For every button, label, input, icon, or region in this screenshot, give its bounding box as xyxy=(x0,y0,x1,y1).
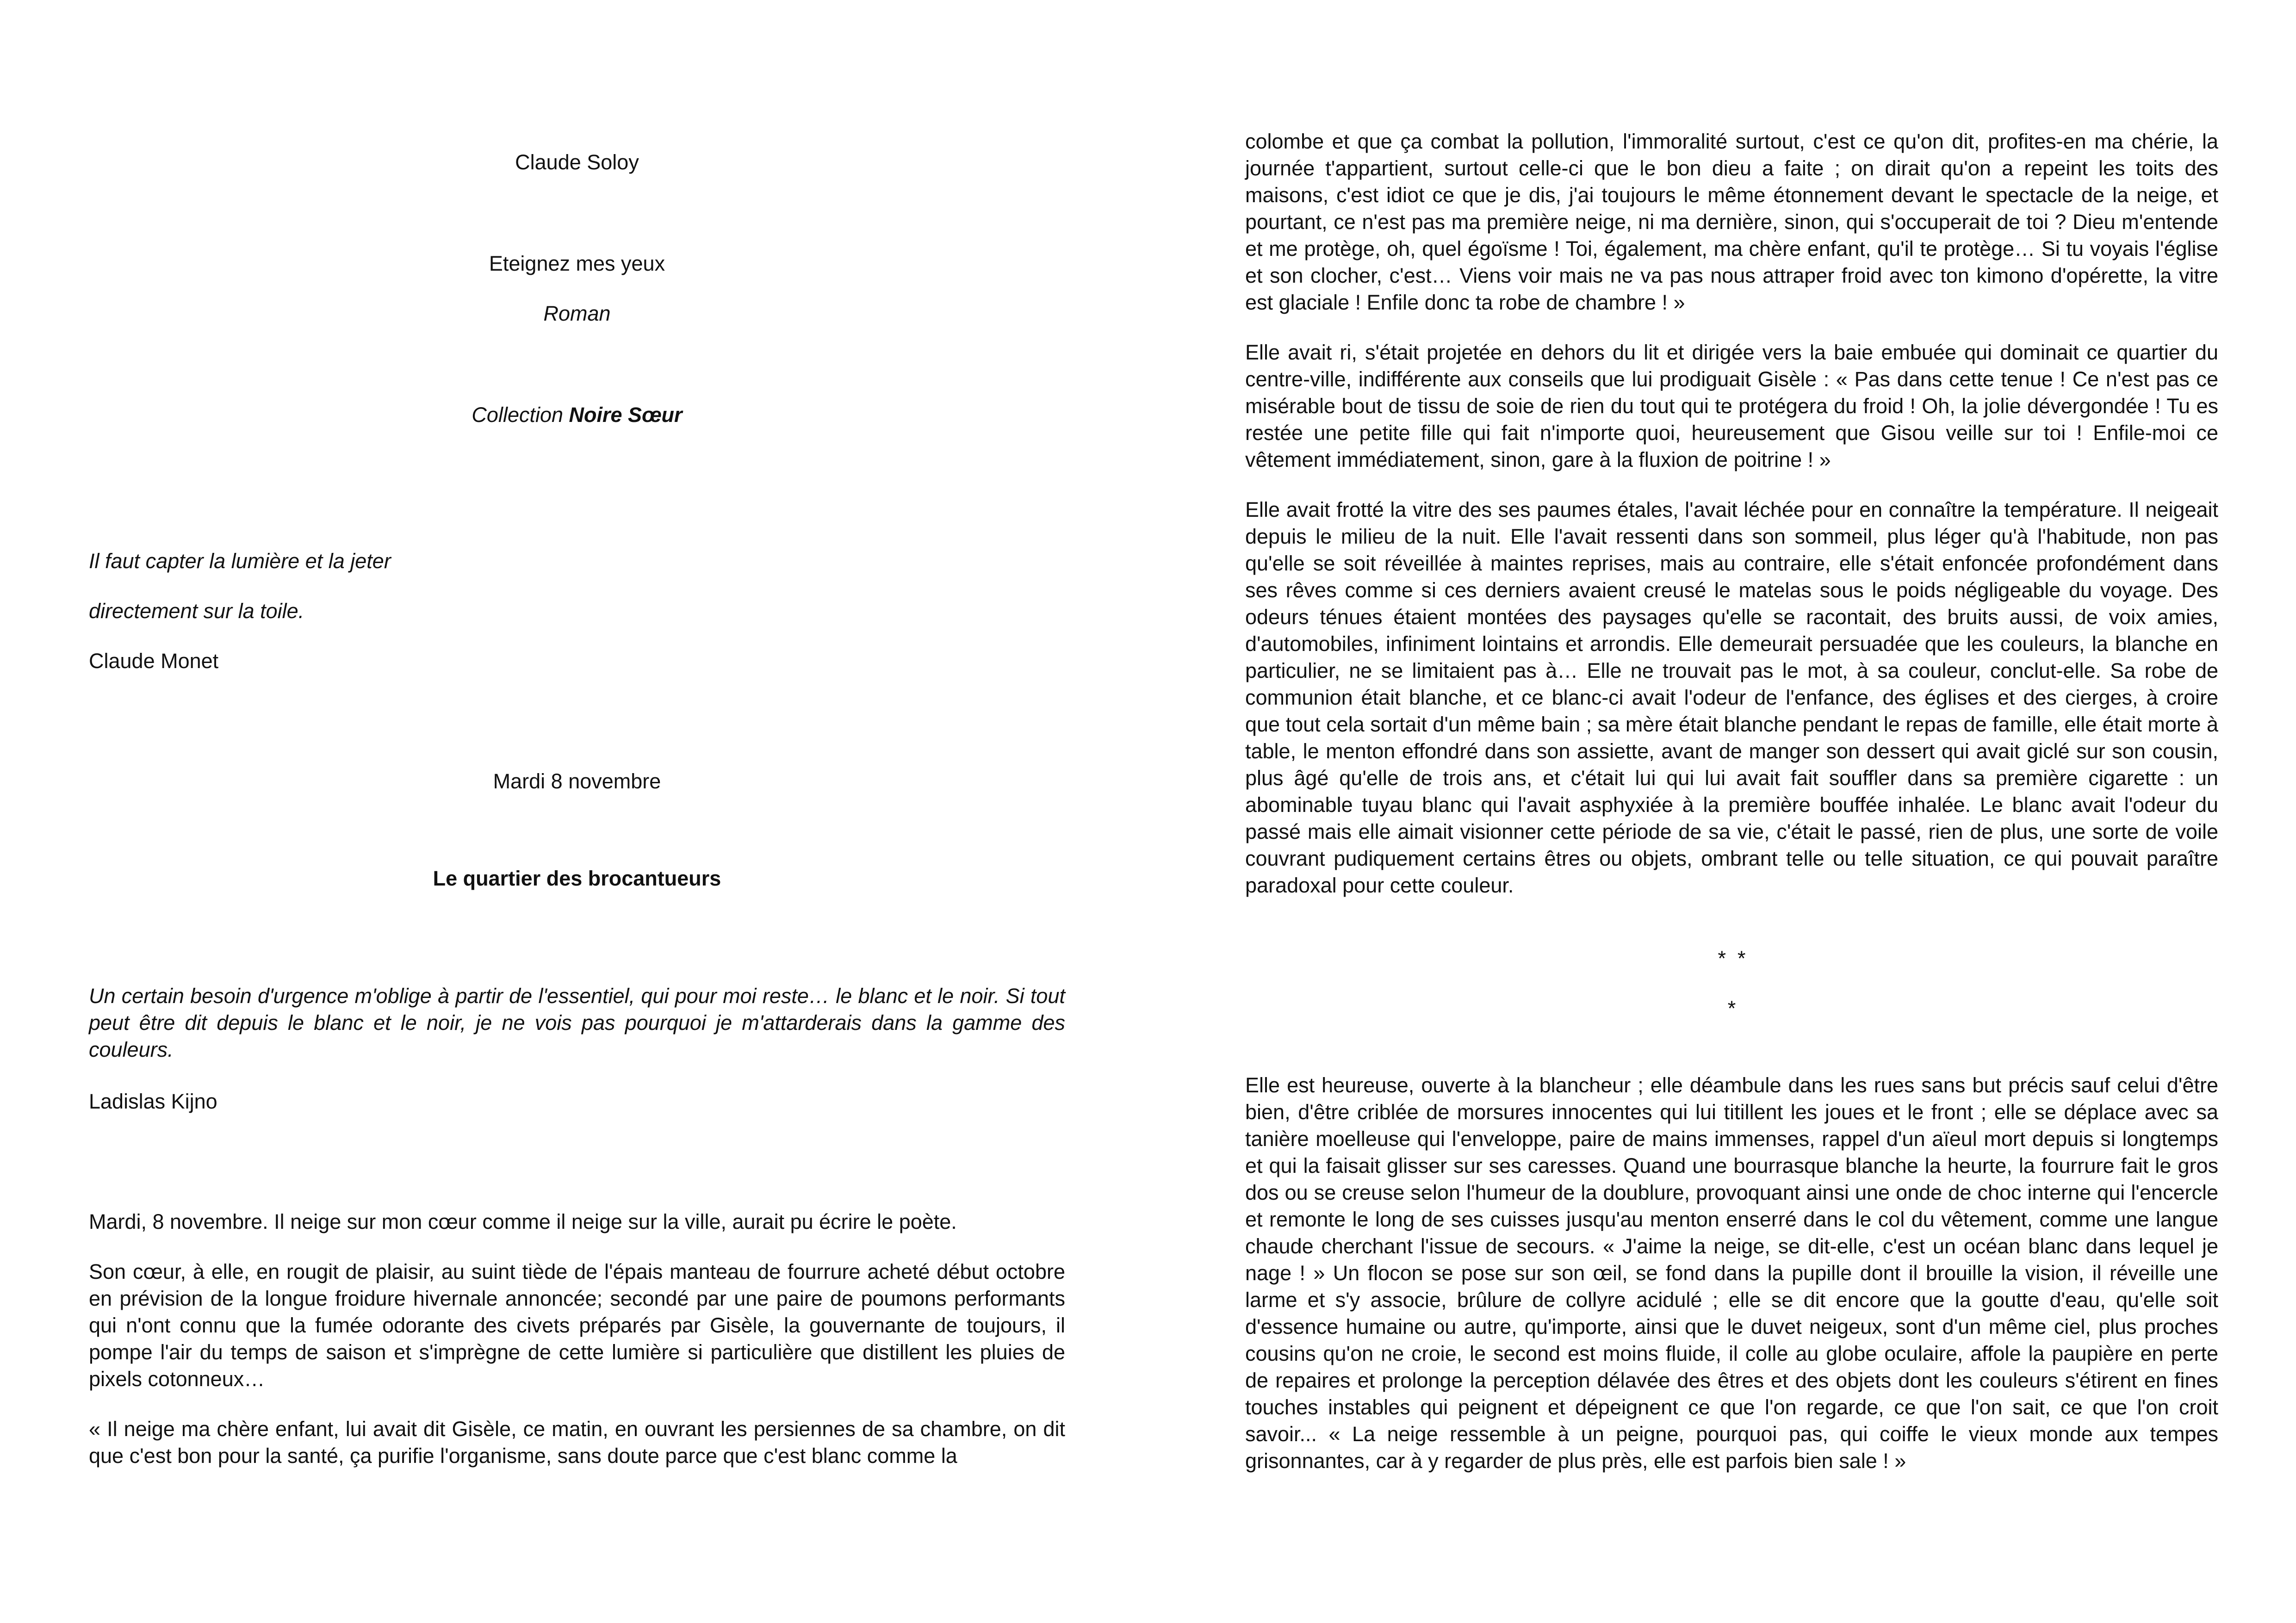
epigraph1-line1: Il faut capter la lumière et la jeter xyxy=(89,549,391,573)
epigraph1-attribution: Claude Monet xyxy=(89,649,219,673)
left-page-content xyxy=(89,0,1065,1623)
author-name: Claude Soloy xyxy=(515,150,639,174)
chapter-title: Le quartier des brocantueurs xyxy=(433,867,721,890)
epigraph2-attribution: Ladislas Kijno xyxy=(89,1090,217,1113)
left-body-text xyxy=(89,1208,1065,1469)
right-page-content xyxy=(1245,128,2218,1498)
date-heading: Mardi 8 novembre xyxy=(493,769,661,793)
right-page xyxy=(1148,0,2296,1623)
paragraph: « Il neige ma chère enfant, lui avait dit Gisèle, ce matin, en ouvrant les persiennes de sa chambre, on dit que c'est bon pour la santé, ça purifie l'organisme, sans doute parce que c'est blanc comme la xyxy=(89,1417,1065,1468)
epigraph2-text: Un certain besoin d'urgence m'oblige à partir de l'essentiel, qui pour moi reste… le blanc et le noir. Si tout peut être dit depuis le blanc et le noir, je ne vois pas pourquoi je m'attarderais dans la gamme des couleurs. xyxy=(89,984,1065,1061)
section-separator-top: * * xyxy=(1718,947,1746,970)
book-genre: Roman xyxy=(543,302,611,325)
paragraph: colombe et que ça combat la pollution, l'immoralité surtout, c'est ce qu'on dit, profites-en ma chérie, la journée t'appartient, surtout celle-ci que le bon dieu a faite ; on dirait qu'on a repeint les toits des maisons, c'est idiot ce que je dis, j'ai toujours le même étonnement devant le spectacle de la neige, et pourtant, ce n'est pas ma première neige, ni ma dernière, sinon, qui s'occuperait de toi ? Dieu m'entende et me protège, oh, quel égoïsme ! Toi, également, ma chère enfant, qu'il te protège… Si tu voyais l'église et son clocher, c'est… Viens voir mais ne va pas nous attraper froid avec ton kimono d'opérette, la vitre est glaciale ! Enfile donc ta robe de chambre ! » xyxy=(1245,130,2218,314)
collection-name: Noire Sœur xyxy=(569,403,683,427)
paragraph: Son cœur, à elle, en rougit de plaisir, au suint tiède de l'épais manteau de fourrure acheté début octobre en prévision de la longue froidure hivernale annoncée; secondé par une paire de poumons performants qui n'ont connu que la fumée odorante des civets préparés par Gisèle, la gouvernante de toujours, il pompe l'air du temps de saison et s'imprègne de cette lumière si particulière que distillent les pluies de pixels cotonneux… xyxy=(89,1260,1065,1391)
paragraph: Elle avait ri, s'était projetée en dehors du lit et dirigée vers la baie embuée qui dominait ce quartier du centre-ville, indifférente aux conseils que lui prodiguait Gisèle : « Pas dans cette tenue ! Ce n'est pas ce misérable bout de tissu de soie de rien du tout qui te protégera du froid ! Oh, la jolie dévergondée ! Tu es restée une petite fille qui fait n'importe quoi, heureusement que Gisou veille sur toi ! Enfile-moi ce vêtement immédiatement, sinon, gare à la fluxion de poitrine ! » xyxy=(1245,341,2218,471)
book-title: Eteignez mes yeux xyxy=(489,252,665,275)
collection-line xyxy=(89,402,1065,428)
paragraph: Elle est heureuse, ouverte à la blancheur ; elle déambule dans les rues sans but précis sauf celui d'être bien, d'être criblée de morsures innocentes qui lui titillent les joues et le front ; elle se déplace avec sa tanière moelleuse qui l'enveloppe, paire de mains immenses, rappel d'un aïeul mort depuis si longtemps et qui la faisait glisser sur ses caresses. Quand une bourrasque blanche la heurte, la fourrure fait le gros dos ou se creuse selon l'humeur de la doublure, provoquant ainsi une onde de choc interne qui l'encercle et remonte le long de ses cuisses jusqu'au menton enserré dans le col du vêtement, comme une langue chaude cherchant l'issue de secours. « J'aime la neige, se dit-elle, c'est un océan blanc dans lequel je nage ! » Un flocon se pose sur son œil, se fond dans la pupille dont il brouille la vision, il réveille une larme et s'y associe, brûlure de collyre acidulé ; elle se dit encore que la goutte d'eau, qu'elle soit d'essence humaine ou autre, qu'importe, ainsi que le duvet neigeux, sont d'un même ciel, plus proches cousins qu'on ne croie, le second est moins fluide, il colle au globe oculaire, affole la paupière en perte de repaires et prolonge la perception délavée des êtres et des objets dont les couleurs s'étirent en fines touches instables qui peignent et dépeignent ce que l'on regarde, ce que l'on sait, ce que l'on croit savoir... « La neige ressemble à un peigne, pourquoi pas, qui coiffe le vieux monde aux tempes grisonnantes, car à y regarder de plus près, elle est parfois bien sale ! » xyxy=(1245,1073,2218,1473)
paragraph: Mardi, 8 novembre. Il neige sur mon cœur comme il neige sur la ville, aurait pu écrire le poète. xyxy=(89,1210,957,1233)
epigraph1-line2: directement sur la toile. xyxy=(89,599,304,623)
collection-prefix: Collection xyxy=(472,403,569,427)
paragraph: Elle avait frotté la vitre des ses paumes étales, l'avait léchée pour en connaître la température. Il neigeait depuis le milieu de la nuit. Elle l'avait ressenti dans son sommeil, plus léger qu'à l'habitude, non pas qu'elle se soit réveillée à maintes reprises, mais au contraire, elle s'était enfoncée profondément dans ses rêves comme si ces derniers avaient creusé le matelas sous le poids négligeable du voyage. Des odeurs ténues étaient montées des paysages qu'elle se racontait, des bruits aussi, de voix amies, d'automobiles, infiniment lointains et arrondis. Elle demeurait persuadée que les couleurs, la blanche en particulier, ne se limitaient pas à… Elle ne trouvait pas le mot, à sa couleur, conclut-elle. Sa robe de communion était blanche, et ce blanc-ci avait l'odeur de l'enfance, des églises et des cierges, à croire que tout cela sortait d'un même bain ; sa mère était blanche pendant le repas de famille, elle était morte à table, le menton effondré dans son assiette, avant de manger son dessert qui avait giclé sur son cousin, plus âgé qu'elle de trois ans, et c'était lui qui lui avait fait souffler dans sa première cigarette : un abominable tuyau blanc qui l'avait asphyxiée à la première bouffée inhalée. Le blanc avait l'odeur du passé mais elle aimait visionner cette période de sa vie, c'était le passé, rien de plus, une sorte de voile couvrant pudiquement certains êtres ou objets, ombrant telle ou telle situation, ce qui pouvait paraître paradoxal pour cette couleur. xyxy=(1245,498,2218,897)
section-separator-bottom: * xyxy=(1727,997,1736,1020)
